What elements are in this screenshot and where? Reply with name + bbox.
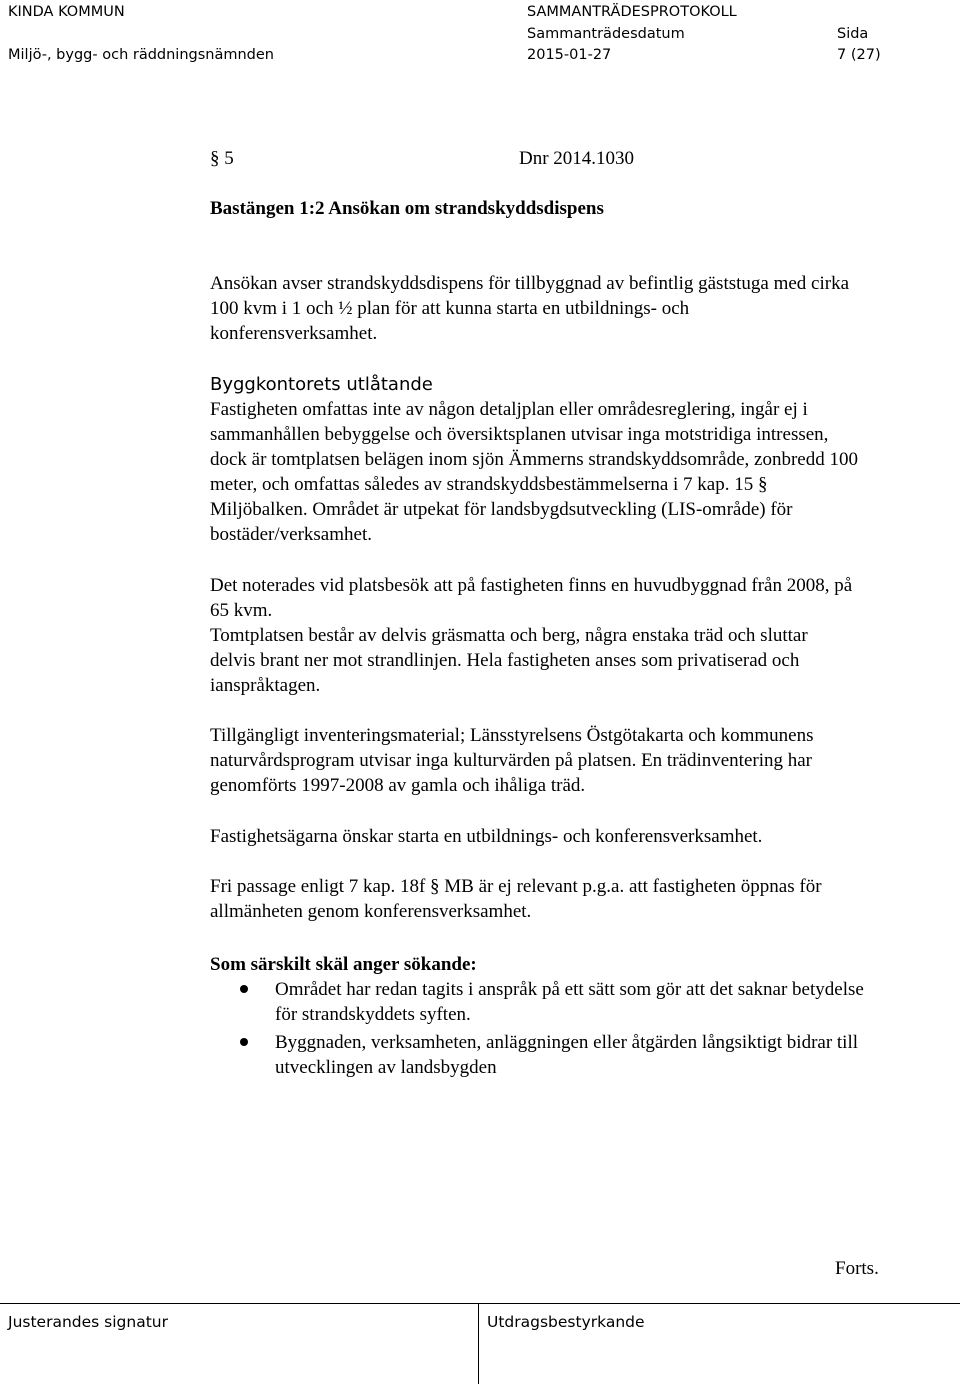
continued-marker: Forts. bbox=[835, 1258, 879, 1279]
inventory-line: naturvårdsprogram utvisar inga kulturvärden på platsen. En trädinventering har bbox=[210, 750, 812, 771]
assessment-line: meter, och omfattas således av strandskyddsbestämmelserna i 7 kap. 15 § bbox=[210, 474, 768, 495]
site-visit-paragraph bbox=[210, 573, 960, 698]
meeting-date: 2015-01-27 bbox=[527, 47, 612, 63]
owners-paragraph bbox=[210, 824, 960, 849]
intro-line: konferensverksamhet. bbox=[210, 323, 378, 344]
committee-name: Miljö-, bygg- och räddningsnämnden bbox=[8, 47, 274, 63]
section-number: § 5 bbox=[210, 148, 234, 169]
list-item-line: Byggnaden, verksamheten, anläggningen eller åtgärden långsiktigt bidrar till bbox=[275, 1032, 859, 1053]
site-visit-line: Tomtplatsen består av delvis gräsmatta och berg, några enstaka träd och sluttar bbox=[210, 625, 808, 646]
reasons-heading: Som särskilt skäl anger sökande: bbox=[210, 954, 477, 975]
passage-line: Fri passage enligt 7 kap. 18f § MB är ej relevant p.g.a. att fastigheten öppnas för bbox=[210, 876, 822, 897]
assessment-line: sammanhållen bebyggelse och översiktsplanen utvisar inga motstridiga intressen, bbox=[210, 424, 829, 445]
site-visit-line: 65 kvm. bbox=[210, 600, 273, 621]
intro-paragraph bbox=[210, 271, 960, 346]
reasons-list bbox=[210, 977, 960, 1080]
extract-certification-label: Utdragsbestyrkande bbox=[487, 1313, 645, 1331]
org-name: KINDA KOMMUN bbox=[8, 4, 125, 20]
inventory-line: Tillgängligt inventeringsmaterial; Länsstyrelsens Östgötakarta och kommunens bbox=[210, 725, 814, 746]
assessment-line: Fastigheten omfattas inte av någon detaljplan eller områdesreglering, ingår ej i bbox=[210, 399, 808, 420]
intro-line: Ansökan avser strandskyddsdispens för tillbyggnad av befintlig gäststuga med cirka bbox=[210, 273, 850, 294]
list-item-line: för strandskyddets syften. bbox=[275, 1004, 471, 1025]
passage-line: allmänheten genom konferensverksamhet. bbox=[210, 901, 532, 922]
meeting-date-label: Sammanträdesdatum bbox=[527, 26, 685, 42]
bullet-icon bbox=[240, 1038, 248, 1046]
site-visit-line: ianspråktagen. bbox=[210, 675, 321, 696]
intro-line: 100 kvm i 1 och ½ plan för att kunna starta en utbildnings- och bbox=[210, 298, 690, 319]
list-item bbox=[210, 977, 960, 1027]
list-item-line: utvecklingen av landsbygden bbox=[275, 1057, 497, 1078]
document-type: SAMMANTRÄDESPROTOKOLL bbox=[527, 4, 737, 20]
assessment-section bbox=[210, 372, 960, 547]
site-visit-line: Det noterades vid platsbesök att på fastigheten finns en huvudbyggnad från 2008, på bbox=[210, 575, 853, 596]
footer-divider bbox=[0, 1303, 960, 1304]
adjuster-signature-label: Justerandes signatur bbox=[8, 1313, 168, 1331]
diary-number: Dnr 2014.1030 bbox=[519, 148, 635, 169]
inventory-line: genomförts 1997-2008 av gamla och ihåliga träd. bbox=[210, 775, 586, 796]
bullet-icon bbox=[240, 985, 248, 993]
list-item-line: Området har redan tagits i anspråk på ett sätt som gör att det saknar betydelse bbox=[275, 979, 864, 1000]
list-item bbox=[210, 1030, 960, 1080]
site-visit-line: delvis brant ner mot strandlinjen. Hela fastigheten anses som privatiserad och bbox=[210, 650, 800, 671]
passage-paragraph bbox=[210, 874, 960, 924]
case-title: Bastängen 1:2 Ansökan om strandskyddsdispens bbox=[210, 198, 604, 219]
assessment-line: bostäder/verksamhet. bbox=[210, 524, 372, 545]
assessment-heading: Byggkontorets utlåtande bbox=[210, 374, 433, 395]
reasons-heading-block bbox=[210, 952, 960, 977]
assessment-line: Miljöbalken. Området är utpekat för landsbygdsutveckling (LIS-område) för bbox=[210, 499, 793, 520]
assessment-line: dock är tomtplatsen belägen inom sjön Ämmerns strandskyddsområde, zonbredd 100 bbox=[210, 449, 858, 470]
page-label: Sida bbox=[837, 26, 869, 42]
owners-line: Fastighetsägarna önskar starta en utbildnings- och konferensverksamhet. bbox=[210, 826, 763, 847]
page-number: 7 (27) bbox=[837, 47, 881, 63]
inventory-paragraph bbox=[210, 723, 960, 798]
footer-column-separator bbox=[478, 1303, 479, 1384]
